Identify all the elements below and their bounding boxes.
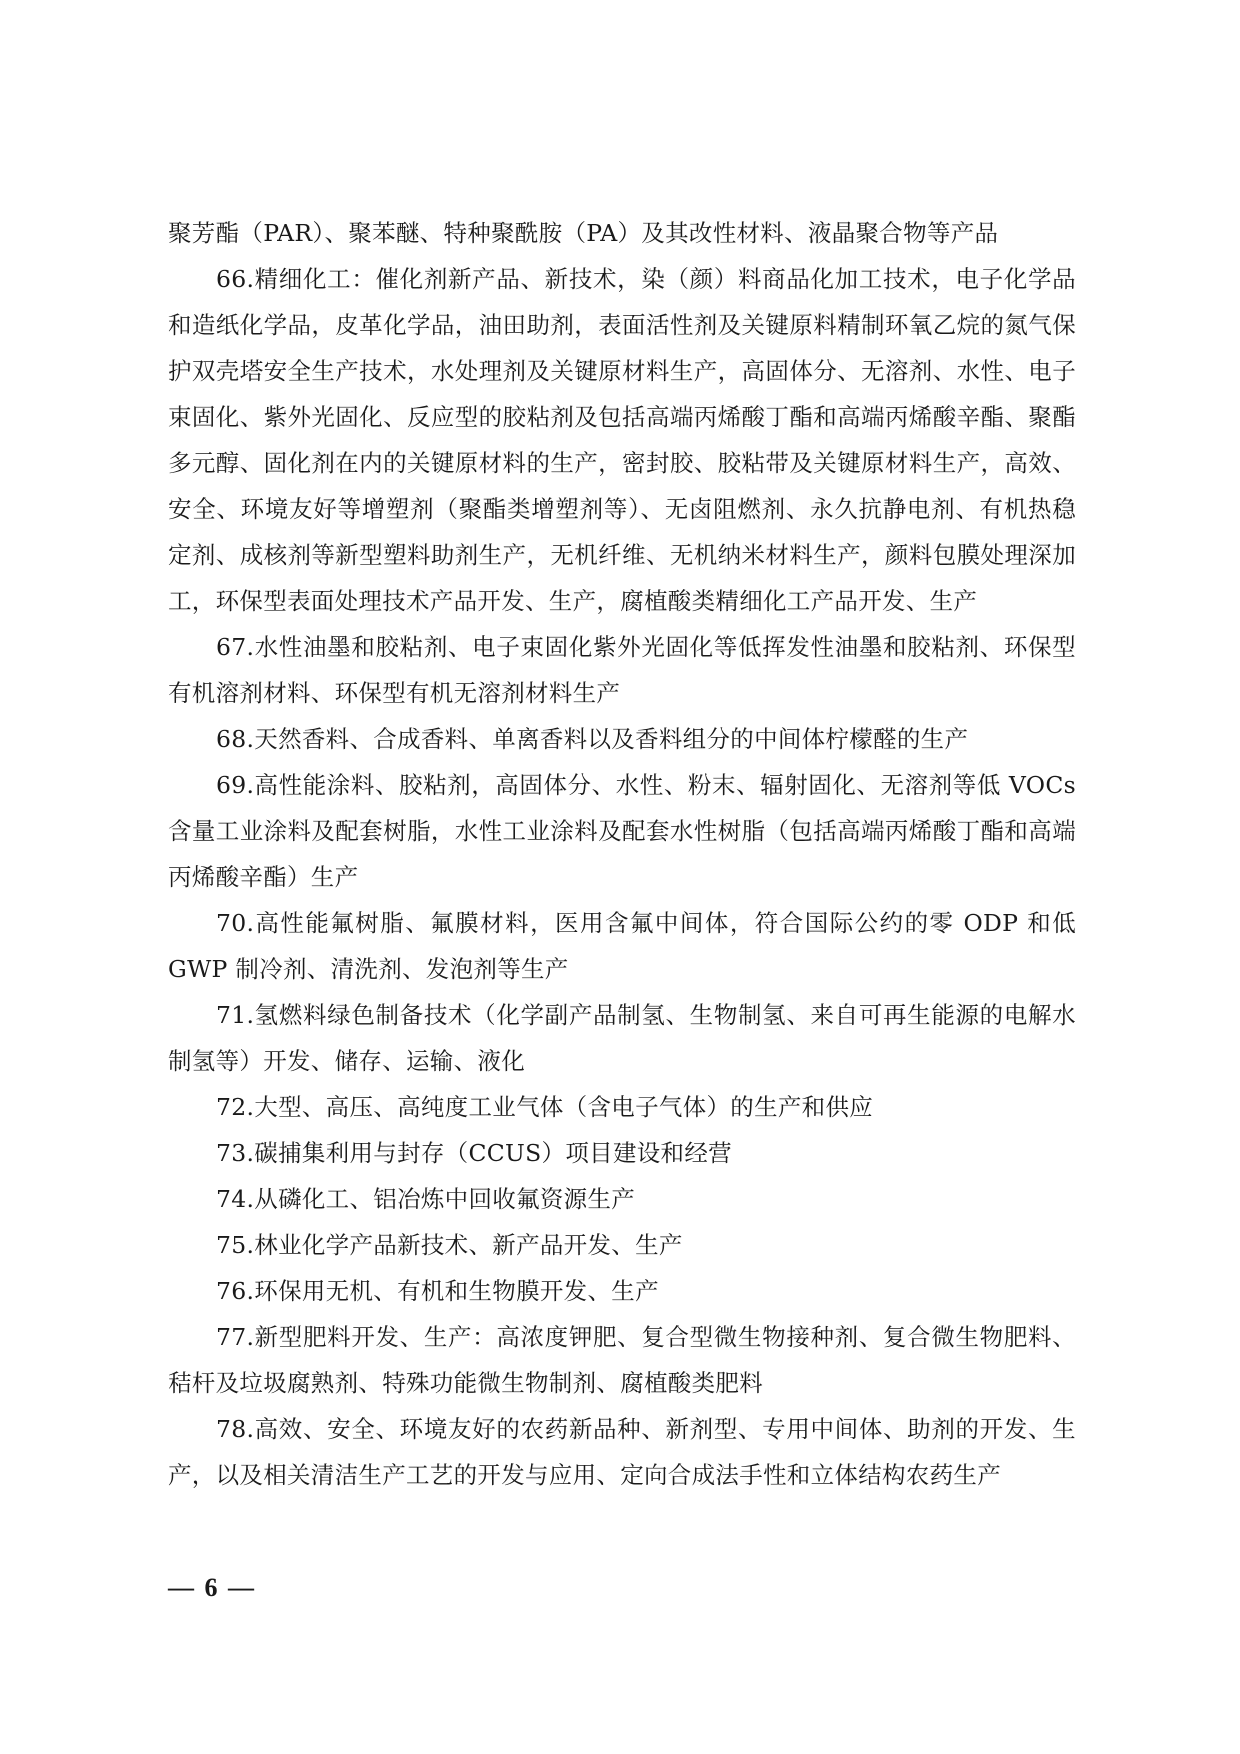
paragraph-item-68: 68.天然香料、合成香料、单离香料以及香料组分的中间体柠檬醛的生产 [216, 725, 969, 753]
paragraph-continued: 聚芳酯（PAR）、聚苯醚、特种聚酰胺（PA）及其改性材料、液晶聚合物等产品 [168, 219, 999, 247]
paragraph-item-70: 70.高性能氟树脂、氟膜材料，医用含氟中间体，符合国际公约的零 ODP 和低 GWP 制冷剂、清洗剂、发泡剂等生产 [168, 909, 1076, 983]
paragraph-item-73: 73.碳捕集利用与封存（CCUS）项目建设和经营 [216, 1139, 732, 1167]
paragraph-item-78: 78.高效、安全、环境友好的农药新品种、新剂型、专用中间体、助剂的开发、生产，以及相关清洁生产工艺的开发与应用、定向合成法手性和立体结构农药生产 [168, 1415, 1076, 1489]
paragraph-item-69: 69.高性能涂料、胶粘剂，高固体分、水性、粉末、辐射固化、无溶剂等低 VOCs 含量工业涂料及配套树脂，水性工业涂料及配套水性树脂（包括高端丙烯酸丁酯和高端丙烯酸辛酯）生产 [168, 771, 1076, 891]
paragraph-item-67: 67.水性油墨和胶粘剂、电子束固化紫外光固化等低挥发性油墨和胶粘剂、环保型有机溶剂材料、环保型有机无溶剂材料生产 [168, 633, 1076, 707]
paragraph-item-75: 75.林业化学产品新技术、新产品开发、生产 [216, 1231, 683, 1259]
paragraph-item-76: 76.环保用无机、有机和生物膜开发、生产 [216, 1277, 659, 1305]
paragraph-item-72: 72.大型、高压、高纯度工业气体（含电子气体）的生产和供应 [216, 1093, 874, 1121]
paragraph-item-77: 77.新型肥料开发、生产：高浓度钾肥、复合型微生物接种剂、复合微生物肥料、秸杆及垃圾腐熟剂、特殊功能微生物制剂、腐植酸类肥料 [168, 1323, 1076, 1397]
page-number: — 6 — [168, 1573, 256, 1602]
paragraph-item-71: 71.氢燃料绿色制备技术（化学副产品制氢、生物制氢、来自可再生能源的电解水制氢等）开发、储存、运输、液化 [168, 1001, 1076, 1075]
document-body [168, 210, 1076, 1498]
paragraph-item-74: 74.从磷化工、铝冶炼中回收氟资源生产 [216, 1185, 636, 1213]
paragraph-item-66: 66.精细化工：催化剂新产品、新技术，染（颜）料商品化加工技术，电子化学品和造纸化学品，皮革化学品，油田助剂，表面活性剂及关键原料精制环氧乙烷的氮气保护双壳塔安全生产技术，水处理剂及关键原材料生产，高固体分、无溶剂、水性、电子束固化、紫外光固化、反应型的胶粘剂及包括高端丙烯酸丁酯和高端丙烯酸辛酯、聚酯多元醇、固化剂在内的关键原材料的生产，密封胶、胶粘带及关键原材料生产，高效、安全、环境友好等增塑剂（聚酯类增塑剂等）、无卤阻燃剂、永久抗静电剂、有机热稳定剂、成核剂等新型塑料助剂生产，无机纤维、无机纳米材料生产，颜料包膜处理深加工，环保型表面处理技术产品开发、生产，腐植酸类精细化工产品开发、生产 [168, 265, 1076, 615]
